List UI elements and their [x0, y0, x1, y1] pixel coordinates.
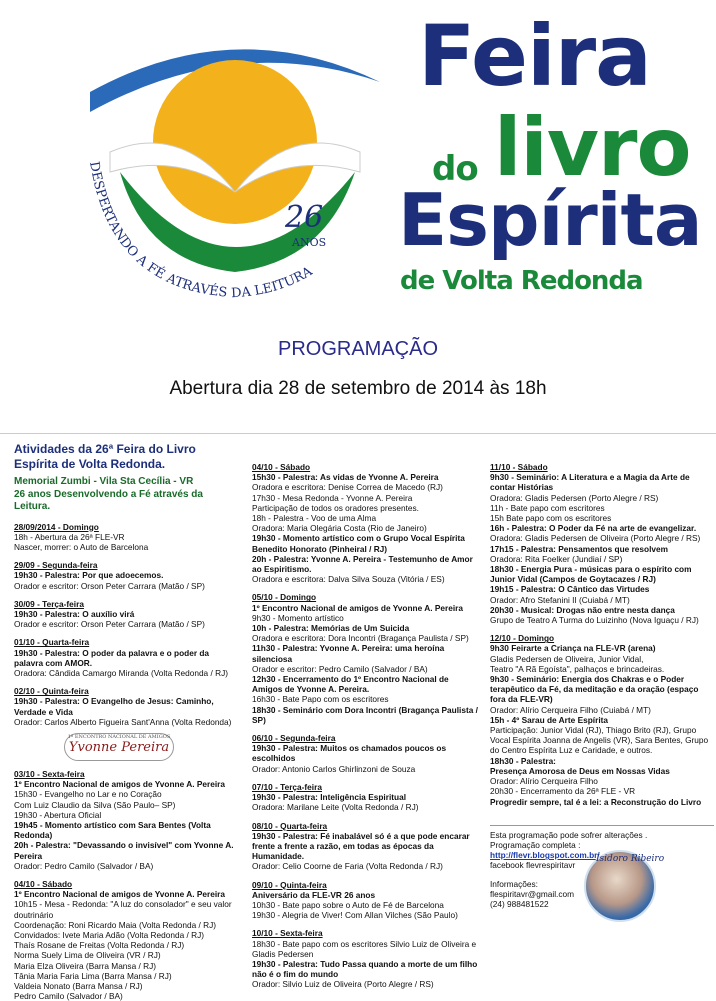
title-espirita: Espírita: [398, 184, 701, 256]
activity-line: 20h30 - Encerramento da 26ª FLE - VR: [490, 786, 714, 796]
day-date: 05/10 - Domingo: [252, 592, 316, 602]
yvonne-logo-caption: 1º ENCONTRO NACIONAL DE AMIGOS: [65, 734, 173, 740]
activity-line: 19h30 - Palestra: Fé inabalável só é a que pode encarar frente a frente a razão, em todas as épocas da Humanidade.: [252, 831, 480, 862]
activity-line: Maria Elza Oliveira (Barra Mansa / RJ): [14, 961, 240, 971]
phone-text: (24) 988481522: [490, 899, 714, 909]
day-date: 01/10 - Quarta-feira: [14, 637, 89, 647]
activity-line: Nascer, morrer: o Auto de Barcelona: [14, 542, 240, 552]
activity-line: Orador e escritor: Orson Peter Carrara (Matão / SP): [14, 619, 240, 629]
schedule-day: [252, 592, 480, 725]
activity-line: Orador: Antonio Carlos Ghirlinzoni de Souza: [252, 764, 480, 774]
activity-line: Oradora: Marilane Leite (Volta Redonda / RJ): [252, 802, 480, 812]
col1-sub-2: 26 anos Desenvolvendo a Fé através da Leitura.: [14, 489, 240, 514]
info-label: Informações:: [490, 879, 714, 889]
day-header: [490, 462, 714, 472]
activity-line: 9h30 - Momento artístico: [252, 613, 480, 623]
activity-line: 1º Encontro Nacional de amigos de Yvonne A. Pereira: [14, 779, 240, 789]
day-date: 02/10 - Quinta-feira: [14, 686, 89, 696]
day-header: [252, 928, 480, 938]
activity-line: 18h30 - Energia Pura - músicas para o espírito com Junior Vidal (Campos de Goytacazes / RJ): [490, 564, 714, 584]
activity-line: Oradora e escritora: Denise Correa de Macedo (RJ): [252, 482, 480, 492]
activity-line: Participação de todos os oradores presentes.: [252, 503, 480, 513]
logo-years-label: ANOS: [291, 236, 326, 249]
activity-line: 19h30 - Alegria de Viver! Com Allan Vilches (São Paulo): [252, 910, 480, 920]
title-city: de Volta Redonda: [400, 268, 643, 294]
activity-line: 15h30 - Palestra: As vidas de Yvonne A. Pereira: [252, 472, 480, 482]
col1-heading-2: Espírita de Volta Redonda.: [14, 457, 240, 472]
schedule-day: [252, 928, 480, 989]
day-header: [14, 637, 240, 647]
activity-line: Norma Suely Lima de Oliveira (VR / RJ): [14, 950, 240, 960]
activity-line: 9h30 Feirarte a Criança na FLE-VR (arena): [490, 643, 714, 653]
activity-line: 19h30 - Momento artístico com o Grupo Vocal Espírita Benedito Honorato (Pinheiral / RJ): [252, 533, 480, 553]
activity-line: 1º Encontro Nacional de amigos de Yvonne A. Pereira: [14, 889, 240, 899]
activity-line: Coordenação: Roni Ricardo Maia (Volta Redonda / RJ): [14, 920, 240, 930]
activity-line: 1º Encontro Nacional de amigos de Yvonne A. Pereira: [252, 603, 480, 613]
activity-line: 10h - Palestra: Memórias de Um Suicida: [252, 623, 480, 633]
col1-blocks: [14, 522, 240, 1001]
day-date: 28/09/2014 - Domingo: [14, 522, 99, 532]
activity-line: Orador: Pedro Camilo (Salvador / BA): [14, 861, 240, 871]
col1-sub-1: Memorial Zumbi - Vila Sta Cecília - VR: [14, 476, 240, 489]
yvonne-pereira-logo: [64, 733, 174, 761]
abertura-text: Abertura dia 28 de setembro de 2014 às 18h: [0, 378, 716, 400]
activity-line: 19h30 - Palestra: O Evangelho de Jesus: Caminho, Verdade e Vida: [14, 696, 240, 716]
activity-line: Orador: Alírio Cerqueira Filho: [490, 776, 714, 786]
activity-line: 19h45 - Momento artístico com Sara Bentes (Volta Redonda): [14, 820, 240, 840]
schedule-day: [252, 782, 480, 813]
day-header: [14, 522, 240, 532]
day-date: 11/10 - Sábado: [490, 462, 548, 472]
activity-line: Tânia Maria Faria Lima (Barra Mansa / RJ): [14, 971, 240, 981]
schedule-day: [14, 522, 240, 553]
day-date: 04/10 - Sábado: [252, 462, 310, 472]
day-header: [14, 879, 240, 889]
day-header: [14, 599, 240, 609]
activity-line: 20h30 - Musical: Drogas não entre nesta dança: [490, 605, 714, 615]
note-alteracoes: Esta programação pode sofrer alterações .: [490, 830, 714, 840]
activity-line: Orador: Celio Coorne de Faria (Volta Redonda / RJ): [252, 861, 480, 871]
facebook-text: facebook flevrespiritavr: [490, 860, 714, 870]
schedule-day: [14, 599, 240, 630]
activity-line: 16h - Palestra: O Poder da Fé na arte de evangelizar.: [490, 523, 714, 533]
activity-line: 15h - 4º Sarau de Arte Espírita: [490, 715, 714, 725]
schedule-day: [490, 633, 714, 806]
activity-line: 12h30 - Encerramento do 1º Encontro Nacional de Amigos de Yvonne A. Pereira.: [252, 674, 480, 694]
activity-line: 11h30 - Palestra: Yvonne A. Pereira: uma heroína silenciosa: [252, 643, 480, 663]
activity-line: 19h30 - Palestra: Inteligência Espiritual: [252, 792, 480, 802]
day-header: [252, 821, 480, 831]
activity-line: Com Luiz Claudio da Silva (São Paulo– SP): [14, 800, 240, 810]
programacao-heading: PROGRAMAÇÃO: [0, 338, 716, 361]
day-header: [252, 462, 480, 472]
activity-line: Oradora e escritora: Dora Incontri (Bragança Paulista / SP): [252, 633, 480, 643]
activity-line: 16h30 - Bate Papo com os escritores: [252, 694, 480, 704]
signature: Isidoro Ribeiro: [596, 854, 664, 864]
schedule-column-1: [14, 442, 240, 1001]
schedule-day: [252, 462, 480, 584]
activity-line: Presença Amorosa de Deus em Nossas Vidas: [490, 766, 714, 776]
activity-line: 19h30 - Palestra: O auxílio virá: [14, 609, 240, 619]
activity-line: 19h30 - Palestra: Muitos os chamados poucos os escolhidos: [252, 743, 480, 763]
logo-arc-path-text: DESPERTANDO A FÉ ATRAVÉS DA LEITURA: [86, 160, 316, 301]
activity-line: 18h30 - Seminário com Dora Incontri (Bragança Paulista / SP): [252, 705, 480, 725]
activity-line: Oradora: Maria Olegária Costa (Rio de Janeiro): [252, 523, 480, 533]
activity-line: 19h30 - Abertura Oficial: [14, 810, 240, 820]
day-date: 29/09 - Segunda-feira: [14, 560, 97, 570]
schedule-day: [14, 637, 240, 678]
schedule-day: [252, 880, 480, 921]
activity-line: Gladis Pedersen de Oliveira, Junior Vidal,: [490, 654, 714, 664]
activity-line: Oradora e escritora: Dalva Silva Souza (Vitória / ES): [252, 574, 480, 584]
activity-line: 15h30 - Evangelho no Lar e no Coração: [14, 789, 240, 799]
day-date: 08/10 - Quarta-feira: [252, 821, 327, 831]
activity-line: Convidados: Ivete Maria Adão (Volta Redonda / RJ): [14, 930, 240, 940]
day-date: 12/10 - Domingo: [490, 633, 554, 643]
activity-line: 10h30 - Bate papo sobre o Auto de Fé de Barcelona: [252, 900, 480, 910]
col1-heading-1: Atividades da 26ª Feira do Livro: [14, 442, 240, 457]
logo-years-number: 26: [284, 200, 323, 235]
activity-line: Orador: Alírio Cerqueira Filho (Cuiabá / MT): [490, 705, 714, 715]
activity-line: 19h30 - Palestra: Por que adoecemos.: [14, 570, 240, 580]
feira-logo: [70, 22, 400, 322]
schedule-day: [14, 560, 240, 591]
note-programacao: Programação completa :: [490, 840, 714, 850]
schedule-day: [490, 462, 714, 625]
day-header: [252, 782, 480, 792]
activity-line: 20h - Palestra: Yvonne A. Pereira - Testemunho de Amor ao Espiritismo.: [252, 554, 480, 574]
activity-line: Pedro Camilo (Salvador / BA): [14, 991, 240, 1001]
activity-line: Valdeia Nonato (Barra Mansa / RJ): [14, 981, 240, 991]
col3-blocks: [490, 462, 714, 807]
activity-line: Thaís Rosane de Freitas (Volta Redonda / RJ): [14, 940, 240, 950]
activity-line: Grupo de Teatro A Turma do Luizinho (Nova Iguaçu / RJ): [490, 615, 714, 625]
title-livro: livro: [494, 108, 690, 188]
activity-line: 10h15 - Mesa - Redonda: "A luz do consolador" e seu valor doutrinário: [14, 899, 240, 919]
activity-line: Aniversário da FLE-VR 26 anos: [252, 890, 480, 900]
activity-line: 19h15 - Palestra: O Cântico das Virtudes: [490, 584, 714, 594]
day-date: 03/10 - Sexta-feira: [14, 769, 85, 779]
schedule-day: [252, 821, 480, 872]
activity-line: 9h30 - Seminário: A Literatura e a Magia da Arte de contar Histórias: [490, 472, 714, 492]
day-header: [252, 880, 480, 890]
activity-line: 18h30 - Bate papo com os escritores Silvio Luiz de Oliveira e Gladis Pedersen: [252, 939, 480, 959]
day-header: [490, 633, 714, 643]
day-header: [14, 560, 240, 570]
day-date: 09/10 - Quinta-feira: [252, 880, 327, 890]
activity-line: Orador e escritor: Pedro Camilo (Salvador / BA): [252, 664, 480, 674]
schedule-day: [14, 879, 240, 1001]
activity-line: Oradora: Rita Foelker (Jundiaí / SP): [490, 554, 714, 564]
activity-line: 18h30 - Palestra:: [490, 756, 714, 766]
email-text: flespiritavr@gmail.com: [490, 889, 714, 899]
activity-line: 18h - Palestra - Voo de uma Alma: [252, 513, 480, 523]
activity-line: 19h30 - Palestra: O poder da palavra e o poder da palavra com AMOR.: [14, 648, 240, 668]
activity-line: 18h - Abertura da 26ª FLE-VR: [14, 532, 240, 542]
day-date: 30/09 - Terça-feira: [14, 599, 84, 609]
activity-line: Orador: Silvio Luiz de Oliveira (Porto Alegre / RS): [252, 979, 480, 989]
activity-line: Orador e escritor: Orson Peter Carrara (Matão / SP): [14, 581, 240, 591]
day-date: 06/10 - Segunda-feira: [252, 733, 335, 743]
activity-line: 15h Bate papo com os escritores: [490, 513, 714, 523]
activity-line: Progredir sempre, tal é a lei: a Reconstrução do Livro: [490, 797, 714, 807]
schedule-column-3: [490, 454, 714, 909]
title-feira: Feira: [418, 14, 651, 98]
day-date: 07/10 - Terça-feira: [252, 782, 322, 792]
day-header: [14, 769, 240, 779]
day-header: [14, 686, 240, 696]
activity-line: 19h30 - Palestra: Tudo Passa quando a morte de um filho não é o fim do mundo: [252, 959, 480, 979]
activity-line: Oradora: Cândida Camargo Miranda (Volta Redonda / RJ): [14, 668, 240, 678]
activity-line: 20h - Palestra: "Devassando o invisível" com Yvonne A. Pereira: [14, 840, 240, 860]
day-header: [252, 592, 480, 602]
header: [0, 0, 716, 300]
activity-line: 17h15 - Palestra: Pensamentos que resolvem: [490, 544, 714, 554]
activity-line: Orador: Carlos Alberto Figueira Sant'Anna (Volta Redonda): [14, 717, 240, 727]
schedule-column-2: [252, 454, 480, 990]
activity-line: Participação: Junior Vidal (RJ), Thiago Brito (RJ), Grupo Vocal Espírita Joanna de Angelis (VR), Sara Bentes, Grupo do Centro Espírita Luz e Caridade, e outros.: [490, 725, 714, 756]
yvonne-logo-text: Yvonne Pereira: [69, 740, 169, 755]
schedule-day: [252, 733, 480, 774]
title-do: do: [432, 152, 478, 186]
day-header: [252, 733, 480, 743]
col2-blocks: [252, 462, 480, 990]
activity-line: 17h30 - Mesa Redonda - Yvonne A. Pereira: [252, 493, 480, 503]
activity-line: 11h - Bate papo com escritores: [490, 503, 714, 513]
activity-line: Orador: Afro Stefanini II (Cuiabá / MT): [490, 595, 714, 605]
schedule-day: [14, 769, 240, 871]
schedule-day: [14, 686, 240, 727]
blog-link[interactable]: http://flevr.blogspot.com.br/: [490, 850, 714, 860]
day-date: 04/10 - Sábado: [14, 879, 72, 889]
activity-line: Oradora: Gladis Pedersen (Porto Alegre / RS): [490, 493, 714, 503]
day-date: 10/10 - Sexta-feira: [252, 928, 323, 938]
activity-line: Oradora: Gladis Pedersen de Oliveira (Porto Alegre / RS): [490, 533, 714, 543]
activity-line: 9h30 - Seminário: Energia dos Chakras e o Poder terapêutico da Fé, da meditação e da oração (espaço fora da FLE-VR): [490, 674, 714, 705]
activity-line: Teatro "A Rã Egoísta", palhaços e brincadeiras.: [490, 664, 714, 674]
